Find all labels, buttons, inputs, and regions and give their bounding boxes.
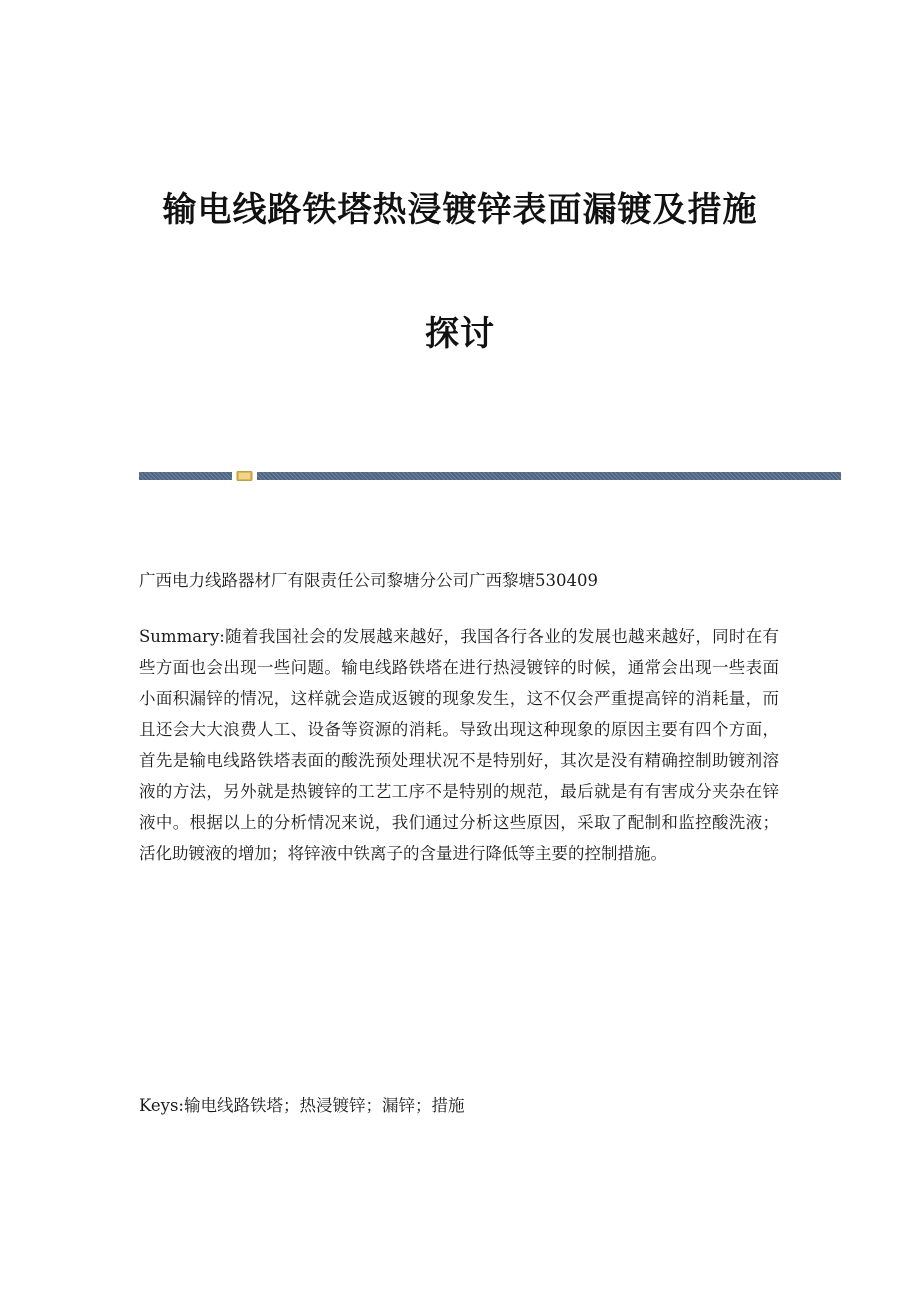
divider-bar-right (257, 472, 841, 480)
document-title-line-1: 输电线路铁塔热浸镀锌表面漏镀及措施 (162, 190, 758, 230)
keys-label: Keys: (139, 1096, 184, 1115)
divider-bar-left (139, 472, 232, 480)
keywords-line (139, 1090, 779, 1121)
summary-text: 随着我国社会的发展越来越好，我国各行各业的发展也越来越好，同时在有些方面也会出现一些问题。输电线路铁塔在进行热浸镀锌的时候，通常会出现一些表面小面积漏锌的情况，这样就会造成返镀的现象发生，这不仅会严重提高锌的消耗量，而且还会大大浪费人工、设备等资源的消耗。导致出现这种现象的原因主要有四个方面，首先是输电线路铁塔表面的酸洗预处理状况不是特别好，其次是没有精确控制助镀剂溶液的方法，另外就是热镀锌的工艺工序不是特别的规范，最后就是有有害成分夹杂在锌液中。根据以上的分析情况来说，我们通过分析这些原因，采取了配制和监控酸洗液；活化助镀液的增加；将锌液中铁离子的含量进行降低等主要的控制措施。 (139, 627, 779, 863)
divider-ornament-icon (236, 470, 253, 482)
summary-paragraph (139, 621, 779, 869)
summary-label: Summary: (139, 627, 225, 646)
document-title-line-2: 探讨 (425, 314, 495, 354)
author-affiliation: 广西电力线路器材厂有限责任公司黎塘分公司广西黎塘530409 (139, 571, 598, 590)
keys-text: 输电线路铁塔；热浸镀锌；漏锌；措施 (184, 1096, 465, 1115)
title-divider (139, 471, 841, 481)
